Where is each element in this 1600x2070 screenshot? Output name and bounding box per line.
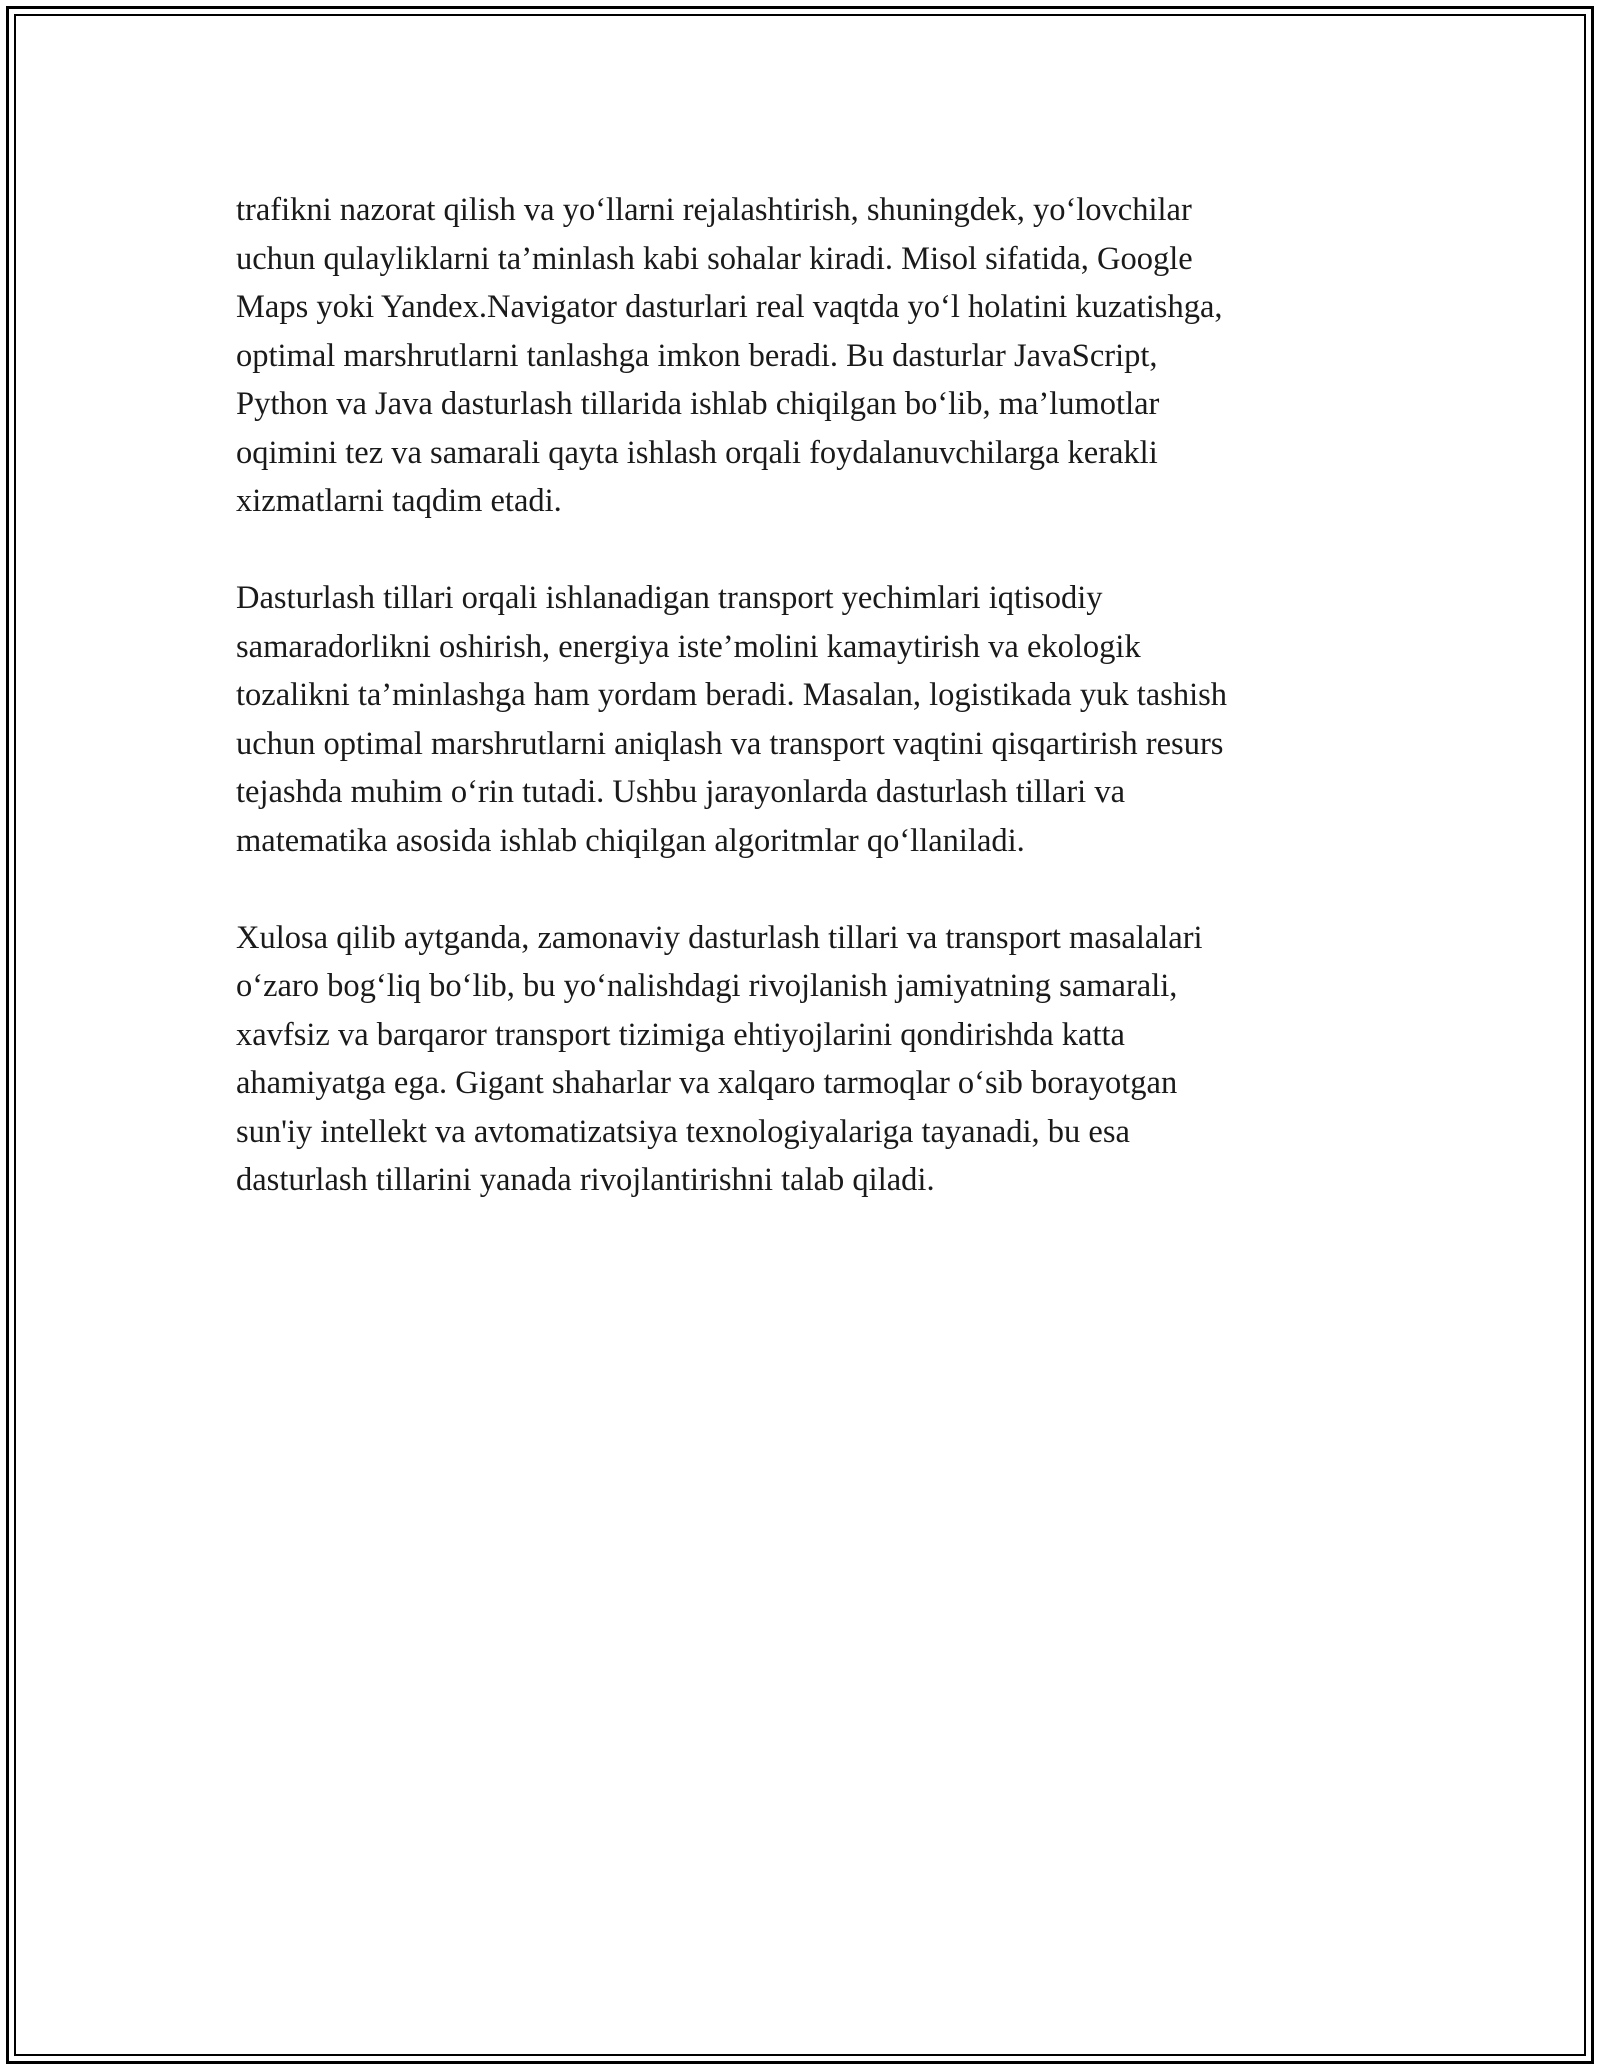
text-line: ahamiyatga ega. Gigant shaharlar va xalqaro tarmoqlar o‘sib borayotgan (236, 1065, 1178, 1101)
text-line: oqimini tez va samarali qayta ishlash orqali foydalanuvchilarga kerakli (236, 434, 1158, 471)
text-line: xavfsiz va barqaror transport tizimiga ehtiyojlarini qondirishda katta (236, 1016, 1125, 1053)
text-line: trafikni nazorat qilish va yo‘llarni rejalashtirish, shuningdek, yo‘lovchilar (236, 192, 1192, 228)
paragraph-economic-efficiency (236, 574, 1366, 865)
text-line: optimal marshrutlarni tanlashga imkon beradi. Bu dasturlar JavaScript, (236, 337, 1158, 374)
text-line: tozalikni ta’minlashga ham yordam beradi. Masalan, logistikada yuk tashish (236, 677, 1228, 713)
text-line: Maps yoki Yandex.Navigator dasturlari real vaqtda yo‘l holatini kuzatishga, (236, 289, 1223, 325)
text-line: uchun optimal marshrutlarni aniqlash va transport vaqtini qisqartirish resurs (236, 725, 1224, 762)
text-line: dasturlash tillarini yanada rivojlantirishni talab qiladi. (236, 1162, 935, 1198)
text-line: matematika asosida ishlab chiqilgan algoritmlar qo‘llaniladi. (236, 822, 1025, 859)
text-line: Python va Java dasturlash tillarida ishlab chiqilgan bo‘lib, ma’lumotlar (236, 386, 1160, 422)
text-line: uchun qulayliklarni ta’minlash kabi sohalar kiradi. Misol sifatida, Google (236, 240, 1193, 277)
text-line: Dasturlash tillari orqali ishlanadigan transport yechimlari iqtisodiy (236, 580, 1103, 616)
text-line: o‘zaro bog‘liq bo‘lib, bu yo‘nalishdagi rivojlanish jamiyatning samarali, (236, 968, 1178, 1004)
text-line: samaradorlikni oshirish, energiya iste’molini kamaytirish va ekologik (236, 628, 1141, 665)
text-line: tejashda muhim o‘rin tutadi. Ushbu jarayonlarda dasturlash tillari va (236, 774, 1126, 810)
text-line: xizmatlarni taqdim etadi. (236, 483, 562, 519)
text-line: Xulosa qilib aytganda, zamonaviy dasturlash tillari va transport masalalari (236, 919, 1203, 956)
paragraph-conclusion (236, 914, 1366, 1205)
text-line: sun'iy intellekt va avtomatizatsiya texnologiyalariga tayanadi, bu esa (236, 1113, 1130, 1150)
paragraph-transport-software (236, 186, 1366, 526)
document-body (236, 186, 1366, 1253)
